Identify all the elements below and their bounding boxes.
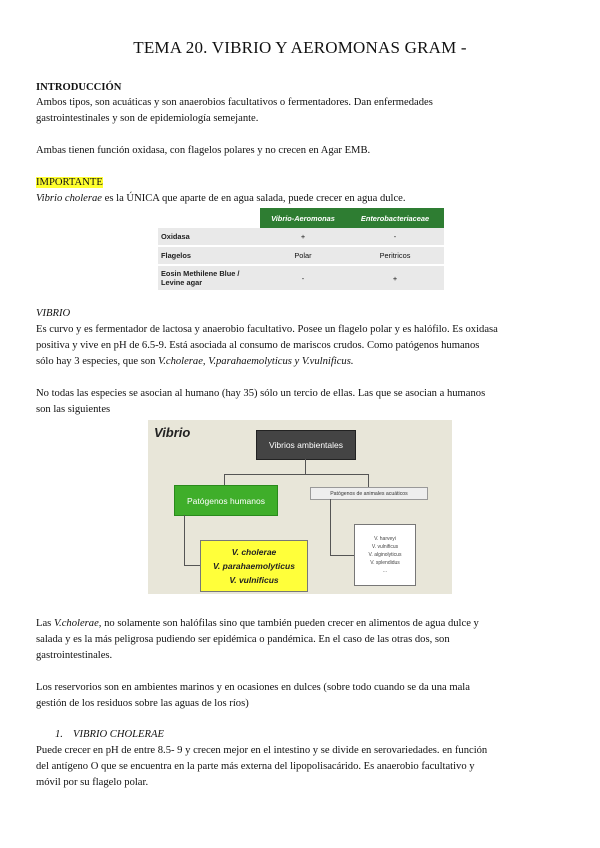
vibrio-line-3-text: sólo hay 3 especies, que son bbox=[36, 356, 159, 367]
important-sentence: es la ÚNICA que aparte de en agua salada, puede crecer en agua dulce. bbox=[102, 193, 406, 204]
vibrio-line-5: son las siguientes bbox=[36, 404, 111, 415]
diagram-animal-species-box bbox=[354, 524, 416, 586]
connector-line bbox=[305, 459, 306, 474]
connector-line bbox=[368, 474, 369, 487]
table-row bbox=[158, 265, 444, 291]
section-1-line-2: del antígeno O que se encuentra en la parte más externa del lipopolisacárido. Es anaerobio facultativo y bbox=[36, 761, 475, 772]
diagram-animal-species: V. harveyi bbox=[374, 536, 396, 542]
table-cell: Eosin Methilene Blue / Levine agar bbox=[158, 265, 260, 291]
diagram-animal-species: ... bbox=[382, 568, 388, 574]
table-header-row bbox=[158, 208, 444, 228]
vibrio-line-1: Es curvo y es fermentador de lactosa y anaerobio facultativo. Posee un flagelo polar y es halófilo. Es oxidasa bbox=[36, 324, 498, 335]
reservoirs-line-1: Los reservorios son en ambientes marinos y en ocasiones en dulces (sobre todo cuando se da una mala bbox=[36, 682, 470, 693]
section-1-heading: VIBRIO CHOLERAE bbox=[73, 729, 164, 740]
table-header-blank bbox=[158, 208, 260, 228]
table-cell: Oxidasa bbox=[158, 228, 260, 246]
table-cell: - bbox=[260, 265, 346, 291]
vibrio-line-4: No todas las especies se asocian al humano (hay 35) sólo un tercio de ellas. Las que se asocian a humanos bbox=[36, 388, 486, 399]
table-cell: Peritricos bbox=[346, 246, 444, 265]
cholerae-line-3: gastrointestinales. bbox=[36, 650, 113, 661]
diagram-animal-species: V. vulnificus bbox=[371, 544, 399, 550]
cholerae-line-1-text: no solamente son halófilas sino que también pueden crecer en alimentos de agua dulce y bbox=[101, 618, 479, 629]
diagram-human-species-box bbox=[200, 540, 308, 592]
vibrio-line-3 bbox=[36, 354, 353, 370]
important-heading bbox=[36, 175, 103, 191]
connector-line bbox=[330, 555, 354, 556]
table-cell: Polar bbox=[260, 246, 346, 265]
diagram-root-box: Vibrios ambientales bbox=[256, 430, 356, 460]
diagram-human-species: V. vulnificus bbox=[229, 575, 279, 585]
connector-line bbox=[330, 499, 331, 555]
section-1-number: 1. bbox=[55, 729, 63, 740]
reservoirs-line-2: gestión de los residuos sobre las aguas de los ríos) bbox=[36, 698, 249, 709]
vibrio-species-list: V.cholerae, V.parahaemolyticus y V.vulnificus. bbox=[158, 356, 354, 367]
table-header-entero: Enterobacteriaceae bbox=[346, 208, 444, 228]
diagram-human-species: V. parahaemolyticus bbox=[213, 561, 295, 571]
section-1-line-1: Puede crecer en pH de entre 8.5- 9 y crecen mejor en el intestino y se divide en serovariedades. en función bbox=[36, 745, 488, 756]
diagram-human-box: Patógenos humanos bbox=[174, 485, 278, 516]
table-row bbox=[158, 246, 444, 265]
table-header-vibrio: Vibrio-Aeromonas bbox=[260, 208, 346, 228]
intro-line-3: Ambas tienen función oxidasa, con flagelos polares y no crecen en Agar EMB. bbox=[36, 145, 371, 156]
vibrio-line-2: positiva y vive en pH de 6.5-9. Está asociada al consumo de mariscos crudos. Como patógenos humanos bbox=[36, 340, 480, 351]
table-cell: + bbox=[346, 265, 444, 291]
table-cell: Flagelos bbox=[158, 246, 260, 265]
connector-line bbox=[184, 515, 185, 565]
connector-line bbox=[224, 474, 368, 475]
diagram-animal-species: V. alginolyticus bbox=[368, 552, 402, 558]
table-row bbox=[158, 228, 444, 246]
diagram-title: Vibrio bbox=[154, 425, 191, 440]
intro-line-1: Ambos tipos, son acuáticas y son anaerobios facultativos o fermentadores. Dan enfermedades bbox=[36, 97, 433, 108]
cholerae-species: V.cholerae, bbox=[53, 618, 102, 629]
diagram-animal-species: V. splendidus bbox=[370, 560, 400, 566]
cholerae-line-1 bbox=[36, 616, 479, 632]
intro-heading: INTRODUCCIÓN bbox=[36, 82, 122, 93]
section-1-line-3: móvil por su flagelo polar. bbox=[36, 777, 149, 788]
important-highlight: IMPORTANTE bbox=[36, 177, 103, 188]
table-cell: + bbox=[260, 228, 346, 246]
diagram-human-species: V. cholerae bbox=[231, 547, 277, 557]
important-text bbox=[36, 191, 406, 207]
connector-line bbox=[224, 474, 225, 485]
vibrio-heading: VIBRIO bbox=[36, 308, 71, 319]
page-title: TEMA 20. VIBRIO Y AEROMONAS GRAM - bbox=[133, 38, 467, 57]
important-species: Vibrio cholerae bbox=[36, 193, 102, 204]
vibrio-diagram bbox=[148, 420, 452, 594]
table-cell: - bbox=[346, 228, 444, 246]
diagram-animal-box: Patógenos de animales acuáticos bbox=[310, 487, 428, 500]
cholerae-pre: Las bbox=[36, 618, 54, 629]
intro-line-2: gastrointestinales y son de epidemiología semejante. bbox=[36, 113, 259, 124]
comparison-table bbox=[158, 208, 444, 292]
cholerae-line-2: salada y es la más peligrosa pudiendo ser epidémica o pandémica. En el caso de las otras dos, son bbox=[36, 634, 450, 645]
connector-line bbox=[184, 565, 200, 566]
